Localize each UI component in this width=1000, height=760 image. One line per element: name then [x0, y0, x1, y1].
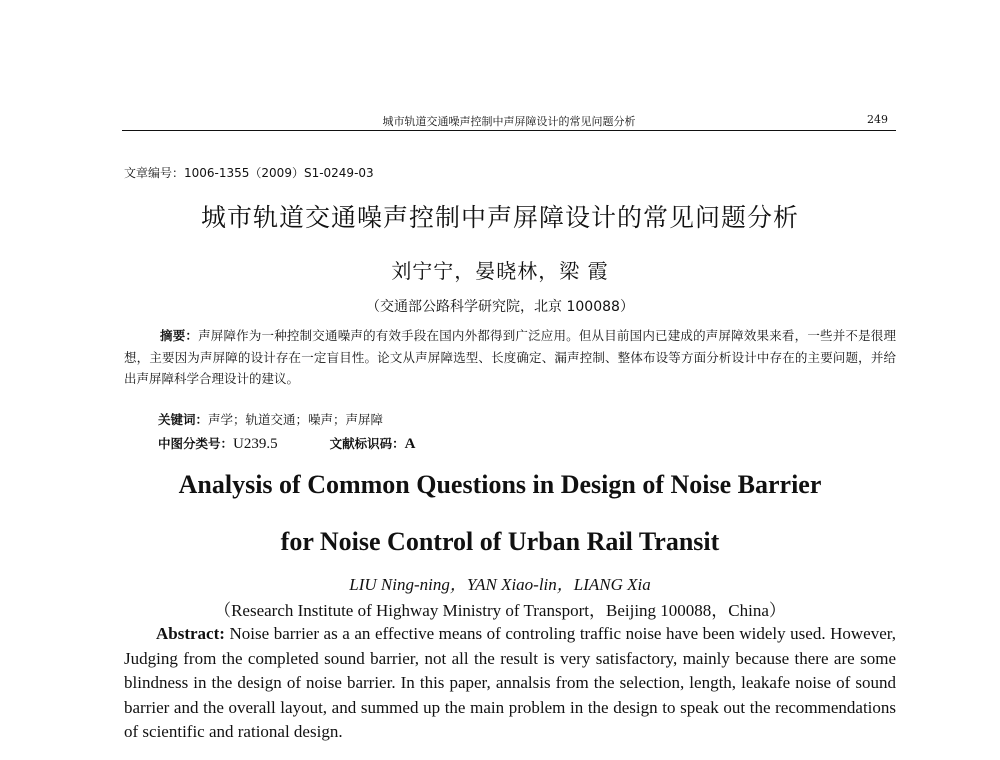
chinese-title: 城市轨道交通噪声控制中声屏障设计的常见问题分析 — [200, 203, 799, 232]
chinese-abstract-label: 摘要： — [160, 328, 199, 343]
class-number-label: 中图分类号： — [158, 436, 234, 451]
document-code-label: 文献标识码： — [329, 436, 405, 451]
page-number: 249 — [867, 113, 888, 126]
chinese-abstract — [124, 325, 896, 390]
english-authors: LIU Ning-ning，YAN Xiao-lin，LIANG Xia — [349, 575, 651, 594]
english-affiliation: （Research Institute of Highway Ministry of Transport，Beijing 100088，China） — [214, 601, 786, 620]
english-abstract — [124, 622, 896, 745]
keywords-text: 声学；轨道交通；噪声；声屏障 — [208, 412, 384, 427]
running-header-title: 城市轨道交通噪声控制中声屏障设计的常见问题分析 — [382, 115, 636, 128]
header-rule — [122, 130, 896, 131]
english-title-line-1: Analysis of Common Questions in Design of Noise Barrier — [178, 470, 822, 499]
english-abstract-text: Noise barrier as a an effective means of controling traffic noise have been widely used. However, Judging from the completed sound barrier, not all the result is very satisfactory, mainly because there are some blindness in the design of noise barrier. In this paper, annalsis from the selection, length, leakafe noise of sound barrier and the overall layout, and summed up the main problem in the design to speak out the recommendations of scientific and rational design. — [124, 624, 897, 741]
chinese-keywords — [158, 410, 383, 428]
article-number: 文章编号：1006-1355（2009）S1-0249-03 — [124, 166, 374, 180]
running-header — [122, 111, 896, 131]
classification-line — [158, 434, 415, 453]
document-code-value: A — [404, 436, 416, 452]
keywords-label: 关键词： — [158, 412, 209, 427]
class-number-value: U239.5 — [233, 436, 278, 452]
english-abstract-label: Abstract: — [156, 624, 225, 643]
english-title-line-2: for Noise Control of Urban Rail Transit — [280, 527, 720, 556]
chinese-affiliation: （交通部公路科学研究院，北京 100088） — [366, 299, 634, 315]
chinese-authors: 刘宁宁，晏晓林，梁 霞 — [391, 259, 609, 283]
chinese-abstract-text: 声屏障作为一种控制交通噪声的有效手段在国内外都得到广泛应用。但从目前国内已建成的声屏障效果来看，一些并不是很理想，主要因为声屏障的设计存在一定盲目性。论文从声屏障选型、长度确定、漏声控制、整体布设等方面分析设计中存在的主要问题，并给出声屏障科学合理设计的建议。 — [124, 328, 896, 386]
